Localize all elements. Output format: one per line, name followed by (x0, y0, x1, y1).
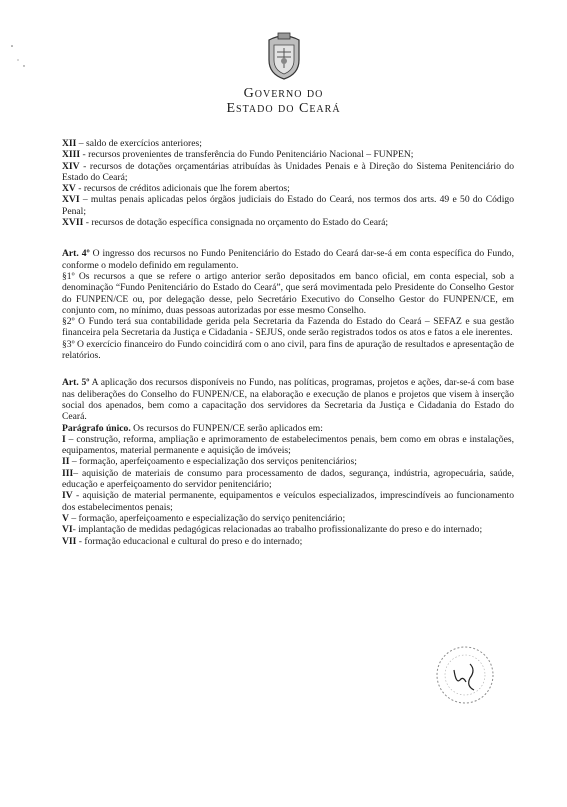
list-item (62, 217, 514, 228)
item-number: VII (62, 535, 77, 547)
sole-paragraph-text: Os recursos do FUNPEN/CE serão aplicados em: (130, 422, 323, 434)
item-text: - recursos de dotação específica consignada no orçamento do Estado do Ceará; (83, 217, 389, 229)
sole-paragraph-heading: Parágrafo único. (62, 422, 131, 434)
item-number: XV (62, 183, 76, 195)
item-text: – multas penais aplicadas pelos órgãos judiciais do Estado do Ceará, nos termos dos arts. 49 e 50 do Código Penal; (62, 194, 514, 217)
item-text: - formação educacional e cultural do preso e do internado; (76, 535, 303, 547)
item-number: XIII (62, 149, 81, 161)
article-4-paragraph-2: §2º O Fundo terá sua contabilidade gerida pela Secretaria da Fazenda do Estado do Ceará – SEFAZ e sua gestão financeira pela Secretaria da Justiça e Cidadania - SEJUS, onde serão registrados todos os atos e fatos a ele inerentes. (62, 316, 514, 339)
letterhead (0, 30, 567, 116)
item-number: IV (62, 490, 73, 502)
article-heading: Art. 4º (62, 248, 90, 260)
item-number: XIV (62, 160, 80, 172)
list-item (62, 149, 514, 160)
list-item (62, 536, 514, 547)
article-text: A aplicação dos recursos disponíveis no Fundo, nas políticas, programas, projetos e ações, dar-se-á com base nas deliberações do Conselho do FUNPEN/CE, na elaboração e execução de planos e projetos que visem à inserção social dos apenados, bem como a capacitação dos servidores da Secretaria da Justiça e Cidadania do Estado do Ceará. (62, 377, 514, 423)
article-4-paragraph-3: §3º O exercício financeiro do Fundo coincidirá com o ano civil, para fins de apuração de resultados e apresentação de relatórios. (62, 338, 514, 362)
letterhead-line-1: Governo do (243, 86, 324, 101)
list-item (62, 194, 514, 217)
item-number: XVII (62, 217, 84, 229)
spacer (62, 228, 514, 248)
list-item (62, 183, 514, 194)
article-heading: Art. 5º (62, 377, 90, 389)
list-item (62, 524, 514, 535)
sole-paragraph (62, 423, 514, 434)
letterhead-line-2: Estado do Ceará (226, 101, 341, 116)
item-number: XVI (62, 194, 80, 206)
list-item (62, 513, 514, 524)
item-text: – aquisição de materiais de consumo para processamento de dados, segurança, indústria, agropecuária, saúde, educação e aperfeiçoamento do servidor penitenciário; (62, 467, 514, 491)
item-text: – formação, aperfeiçoamento e especialização dos serviços penitenciários; (69, 456, 357, 468)
list-item (62, 161, 514, 184)
item-number: V (62, 512, 69, 524)
article-4-paragraph-1: §1º Os recursos a que se refere o artigo anterior serão depositados em banco oficial, em conta especial, sob a denominação “Fundo Penitenciário do Estado do Ceará”, que será movimentada pelo Presidente do Conselho Gestor do FUNPEN/CE ou, por delegação desse, pelo Secretário Executivo do Conselho Gestor do FUNPEN/CE, em conjunto com, no mínimo, duas pessoas autorizadas por esse mesmo Conselho. (62, 270, 514, 316)
document-body (62, 138, 514, 547)
list-item (62, 456, 514, 467)
article-4 (62, 248, 514, 271)
article-5 (62, 377, 514, 422)
item-text: - aquisição de material permanente, equipamentos e veículos especializados, imprescindíveis ao funcionamento dos estabelecimentos penais; (62, 490, 514, 513)
item-text: - implantação de medidas pedagógicas relacionadas ao trabalho profissionalizante do preso e do internado; (72, 524, 483, 536)
item-number: II (62, 456, 70, 468)
list-item (62, 434, 514, 457)
item-text: - recursos provenientes de transferência do Fundo Penitenciário Nacional – FUNPEN; (80, 149, 414, 161)
item-number: VI (62, 524, 73, 536)
item-text: – saldo de exercícios anteriores; (76, 138, 202, 149)
state-coat-of-arms-icon (263, 30, 305, 80)
item-text: – formação, aperfeiçoamento e especialização do serviço penitenciário; (68, 512, 346, 524)
official-stamp-and-signature (430, 640, 500, 710)
item-number: XII (62, 138, 77, 149)
list-item (62, 468, 514, 491)
item-text: – construção, reforma, ampliação e aprimoramento de estabelecimentos penais, bem como em obras e instalações, equipamentos, material permanente e aquisição de imóveis; (62, 433, 514, 457)
item-number: III (62, 467, 74, 479)
item-text: - recursos de dotações orçamentárias atribuídas às Unidades Penais e à Direção do Sistema Penitenciário do Estado do Ceará; (62, 160, 514, 183)
list-item (62, 138, 514, 149)
spacer (62, 361, 514, 377)
letterhead-title (0, 86, 567, 116)
article-text: O ingresso dos recursos no Fundo Penitenciário do Estado do Ceará dar-se-á em conta específica do Fundo, conforme o modelo definido em regulamento. (62, 248, 514, 271)
item-number: I (62, 433, 66, 445)
list-item (62, 490, 514, 513)
item-text: - recursos de créditos adicionais que lhe forem abertos; (75, 183, 290, 195)
